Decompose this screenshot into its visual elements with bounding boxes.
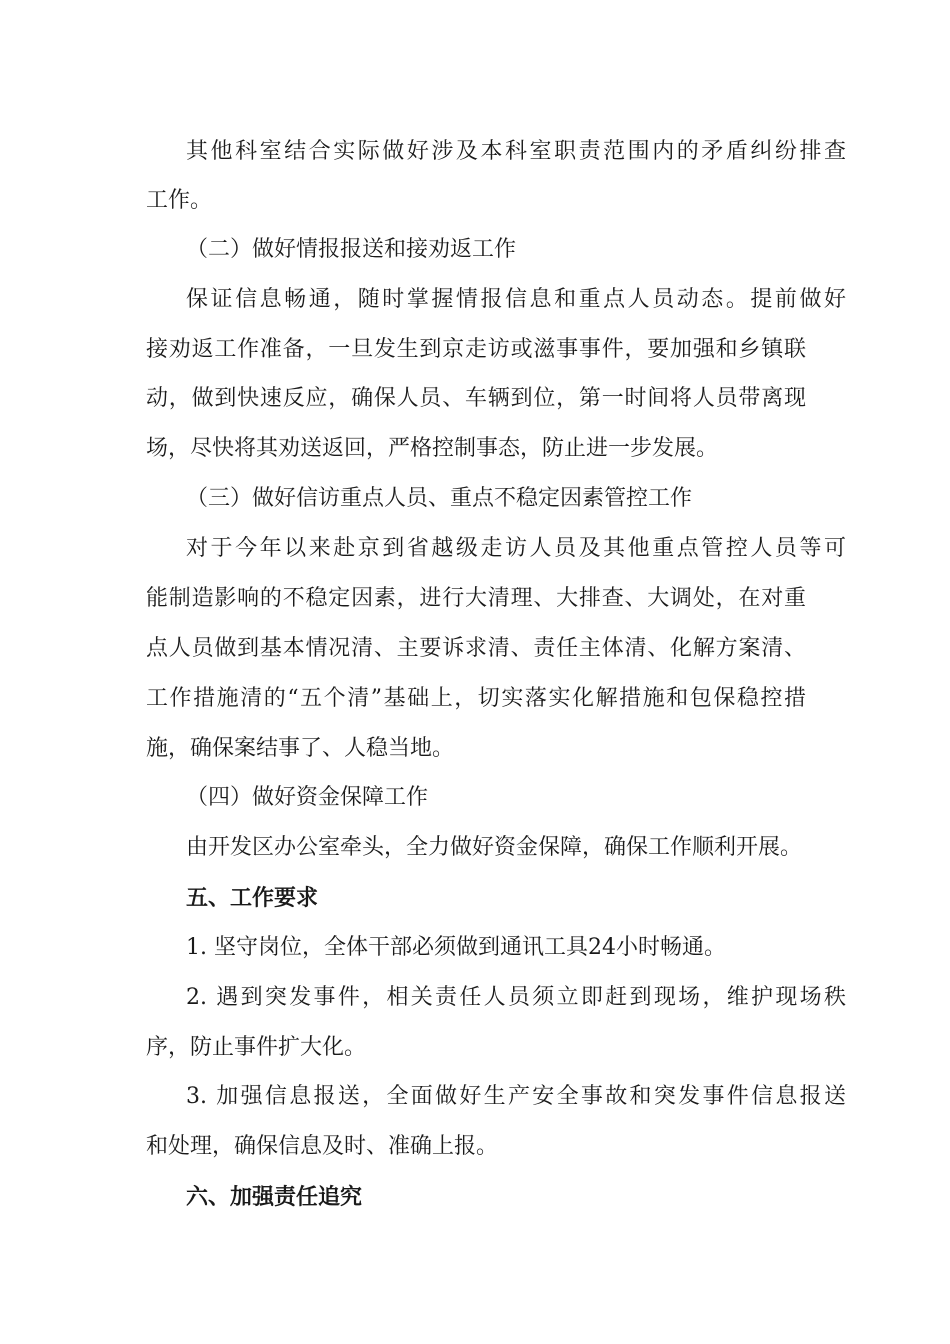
- paragraph-line: 接劝返工作准备，一旦发生到京走访或滋事事件，要加强和乡镇联: [146, 337, 806, 362]
- paragraph-line: 点人员做到基本情况清、主要诉求清、责任主体清、化解方案清、: [146, 636, 806, 661]
- list-item: 2. 遇到突发事件，相关责任人员须立即赶到现场，维护现场秩: [186, 985, 846, 1010]
- list-item: 1. 坚守岗位，全体干部必须做到通讯工具24小时畅通。: [186, 935, 726, 960]
- section-heading: （四）做好资金保障工作: [186, 785, 429, 810]
- paragraph-line: 工作。: [146, 188, 213, 213]
- paragraph-line: 工作措施清的“五个清”基础上，切实落实化解措施和包保稳控措: [146, 686, 806, 711]
- paragraph-line: 由开发区办公室牵头，全力做好资金保障，确保工作顺利开展。: [186, 835, 803, 860]
- paragraph-line: 动，做到快速反应，确保人员、车辆到位，第一时间将人员带离现: [146, 386, 806, 411]
- chapter-heading: 五、工作要求: [186, 885, 319, 911]
- paragraph-line: 其他科室结合实际做好涉及本科室职责范围内的矛盾纠纷排查: [186, 139, 846, 164]
- section-heading: （二）做好情报报送和接劝返工作: [186, 237, 517, 262]
- paragraph-line: 对于今年以来赴京到省越级走访人员及其他重点管控人员等可: [186, 536, 846, 561]
- paragraph-line: 施，确保案结事了、人稳当地。: [146, 736, 455, 761]
- paragraph-line: 序，防止事件扩大化。: [146, 1035, 367, 1060]
- paragraph-line: 能制造影响的不稳定因素，进行大清理、大排查、大调处，在对重: [146, 586, 806, 611]
- chapter-heading: 六、加强责任追究: [186, 1184, 363, 1210]
- paragraph-line: 保证信息畅通，随时掌握情报信息和重点人员动态。提前做好: [186, 287, 846, 312]
- paragraph-line: 和处理，确保信息及时、准确上报。: [146, 1134, 499, 1159]
- section-heading: （三）做好信访重点人员、重点不稳定因素管控工作: [186, 486, 693, 511]
- list-item: 3. 加强信息报送，全面做好生产安全事故和突发事件信息报送: [186, 1084, 846, 1109]
- paragraph-line: 场，尽快将其劝送返回，严格控制事态，防止进一步发展。: [146, 436, 719, 461]
